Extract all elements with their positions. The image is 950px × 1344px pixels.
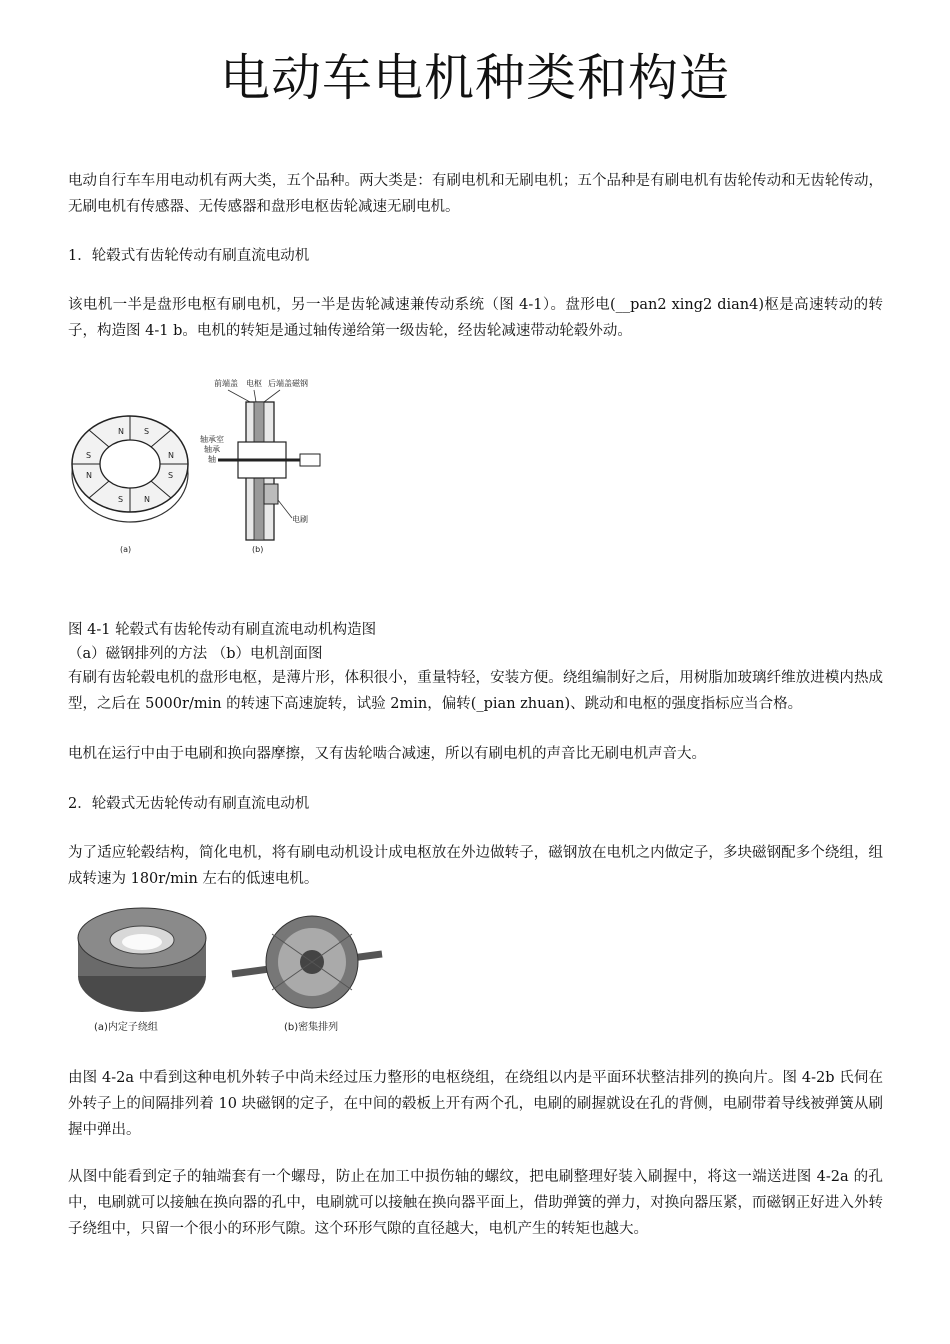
section1-heading: 1．轮毂式有齿轮传动有刷直流电动机 [68, 248, 310, 264]
label-brush: 电刷 [292, 515, 308, 524]
label-bearing-chamber: 轴承室 [200, 435, 224, 444]
section2-heading: 2．轮毂式无齿轮传动有刷直流电动机 [68, 796, 310, 812]
section1-body3: 电机在运行中由于电刷和换向器摩擦，又有齿轮啮合减速，所以有刷电机的声音比无刷电机声音大。 [68, 746, 706, 762]
section2-body3: 从图中能看到定子的轴端套有一个螺母，防止在加工中损伤轴的螺纹，把电刷整理好装入刷握中，将这一端送进图 4-2a 的孔中，电刷就可以接触在换向器的孔中，电刷就可以接触在换向器平面上，借助弹簧的弹力，对换向器压紧，而磁钢正好进入外转子绕组中，只留一个很小的环形气隙。这个环形气隙的直径越大，电机产生的转矩也越大。 [68, 1169, 883, 1237]
intro-paragraph: 电动自行车车用电动机有两大类，五个品种。两大类是：有刷电机和无刷电机；五个品种是有刷电机有齿轮传动和无齿轮传动，无刷电机有传感器、无传感器和盘形电枢齿轮减速无刷电机。 [68, 173, 883, 215]
pole-label: S [118, 495, 124, 504]
label-front-cover: 前端盖 [214, 379, 238, 388]
pole-label: N [118, 427, 124, 436]
pole-label: N [86, 471, 92, 480]
pole-label: N [168, 451, 174, 460]
pole-label: S [168, 471, 174, 480]
pole-label: N [144, 495, 150, 504]
section2-body: 为了适应轮毂结构，简化电机，将有刷电动机设计成电枢放在外边做转子，磁钢放在电机之内做定子，多块磁钢配多个绕组，组成转速为 180r/min 左右的低速电机。 [68, 845, 883, 887]
figure-4-2-drawing [72, 898, 392, 1040]
page-title: 电动车电机种类和构造 [220, 49, 730, 107]
label-shaft: 轴 [208, 455, 216, 464]
section1-body: 该电机一半是盘形电枢有刷电机，另一半是齿轮减速兼传动系统（图 4-1）。盘形电(__pan2 xing2 dian4)枢是高速转动的转子，构造图 4-1 b。电机的转矩是通过轴传递给第一级齿轮，经齿轮减速带动轮毂外动。 [68, 297, 883, 339]
pole-label: S [144, 427, 150, 436]
section2-body2: 由图 4-2a 中看到这种电机外转子中尚未经过压力整形的电枢绕组，在绕组以内是平面环状整洁排列的换向片。图 4-2b 氏伺在外转子上的间隔排列着 10 块磁钢的定子，在中间的毂板上开有两个孔，电刷的刷握就设在孔的背侧，电刷带着导线被弹簧从刷握中弹出。 [68, 1070, 883, 1138]
figure-4-2a-label: (a)内定子绕组 [94, 1022, 158, 1033]
figure-4-1-drawing [68, 372, 338, 567]
inner-stator-winding-photo [78, 908, 206, 1012]
figure-4-1-caption: 图 4-1 轮毂式有齿轮传动有刷直流电动机构造图 [68, 622, 377, 638]
magnet-ring-illustration [72, 416, 188, 522]
figure-4-2 [72, 898, 392, 1040]
figure-4-2b-label: (b)密集排列 [284, 1022, 339, 1033]
label-bearing: 轴承 [204, 445, 220, 454]
figure-4-1-subcaption: （a）磁钢排列的方法 （b）电机剖面图 [68, 646, 323, 662]
label-armature: 电枢 [246, 379, 262, 388]
figure-4-1 [68, 372, 338, 567]
dense-arrangement-photo [232, 916, 382, 1008]
label-rear-cover: 后端盖磁钢 [268, 379, 308, 388]
motor-cross-section [200, 378, 320, 540]
figure-b-label: (b) [252, 545, 264, 554]
figure-a-label: (a) [120, 545, 132, 554]
section1-body2: 有刷有齿轮毂电机的盘形电枢，是薄片形，体积很小，重量特轻，安装方便。绕组编制好之后，用树脂加玻璃纤维放进模内热成型，之后在 5000r/min 的转速下高速旋转，试验 2min，偏转(_pian zhuan)、跳动和电枢的强度指标应当合格。 [68, 670, 883, 712]
pole-label: S [86, 451, 92, 460]
